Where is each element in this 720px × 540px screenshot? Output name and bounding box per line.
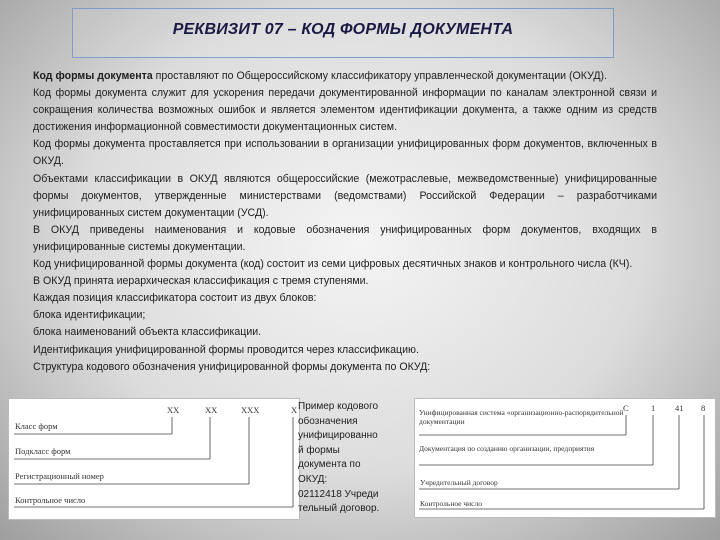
example-label-regnum: Учредительный договор — [420, 478, 498, 487]
label-checksum: Контрольное число — [15, 495, 86, 505]
example-structure-diagram — [414, 398, 716, 518]
paragraph-4: Объектами классификации в ОКУД являются общероссийские (межотраслевые, межведомственные) унифицированные формы документов, утвержденные министерствами (ведомствами) Российской Федерации – разработчиками унифицированных систем документации (УСД). — [33, 172, 657, 219]
paragraph-2: Код формы документа служит для ускорения передачи документированной информации по каналам электронной связи и сокращения количества возможных ошибок и является элементом идентификации документа, а также одним из средств достижения информационной совместимости документационных систем. — [33, 87, 657, 134]
paragraph-6: Код унифицированной формы документа (код) состоит из семи цифровых десятичных знаков и контрольного числа (КЧ). — [33, 258, 633, 271]
paragraph-11: Идентификация унифицированной формы проводится через классификацию. — [33, 343, 419, 356]
example-line: обозначения — [298, 415, 358, 427]
label-class: Класс форм — [15, 421, 58, 431]
example-line: тельный договор. — [298, 503, 380, 515]
example-line: документа по — [298, 459, 361, 471]
label-subclass: Подкласс форм — [15, 446, 71, 456]
code-group-checksum: X — [291, 405, 298, 415]
example-line: й формы — [298, 444, 340, 456]
example-label-subclass-wrap — [419, 444, 649, 464]
paragraph-3: Код формы документа проставляется при использовании в организации унифицированных форм документов, включенных в ОКУД. — [33, 138, 657, 168]
example-label-class-wrap — [419, 408, 624, 434]
code-group-subclass: XX — [205, 405, 218, 415]
paragraph-12: Структура кодового обозначения унифицированной формы документа по ОКУД: — [33, 360, 431, 373]
label-regnum: Регистрационный номер — [15, 471, 104, 481]
paragraph-10: блока наименований объекта классификации. — [33, 326, 262, 339]
example-text — [298, 400, 394, 517]
example-label-subclass: Документация по созданию организации, предприятия — [419, 444, 595, 453]
okud-structure-diagram — [8, 398, 300, 520]
body-text — [33, 68, 657, 376]
title-box — [72, 8, 614, 58]
example-label-class: Унифицированная система «организационно-распорядительной документации — [419, 408, 624, 426]
example-line: ОКУД: — [298, 473, 328, 485]
paragraph-8: Каждая позиция классификатора состоит из двух блоков: — [33, 292, 317, 305]
example-structure-svg — [415, 399, 715, 517]
code-group-class: XX — [167, 405, 180, 415]
paragraph-9: блока идентификации; — [33, 309, 146, 322]
example-label-checksum: Контрольное число — [420, 499, 482, 508]
example-code-group-checksum: 8 — [701, 403, 706, 413]
example-line: унифицированно — [298, 430, 378, 442]
paragraph-7: В ОКУД принята иерархическая классификация с тремя ступенями. — [33, 275, 369, 288]
example-line: Пример кодового — [298, 401, 379, 412]
example-code-group-regnum: 41 — [675, 403, 684, 413]
okud-structure-svg — [9, 399, 299, 519]
code-group-regnum: XXX — [241, 405, 260, 415]
page-title: РЕКВИЗИТ 07 – КОД ФОРМЫ ДОКУМЕНТА — [172, 21, 514, 38]
paragraph-1-bold: Код формы документа — [33, 70, 153, 82]
paragraph-5: В ОКУД приведены наименования и кодовые обозначения унифицированных форм документов, входящих в унифицированные системы документации. — [33, 223, 657, 253]
example-code-group-subclass: 1 — [651, 403, 656, 413]
paragraph-1-rest: проставляют по Общероссийскому классификатору управленческой документации (ОКУД). — [152, 70, 607, 82]
example-line: 02112418 Учреди — [298, 488, 379, 500]
paragraph-1 — [33, 68, 657, 85]
example-code-group-class: С — [623, 403, 629, 413]
